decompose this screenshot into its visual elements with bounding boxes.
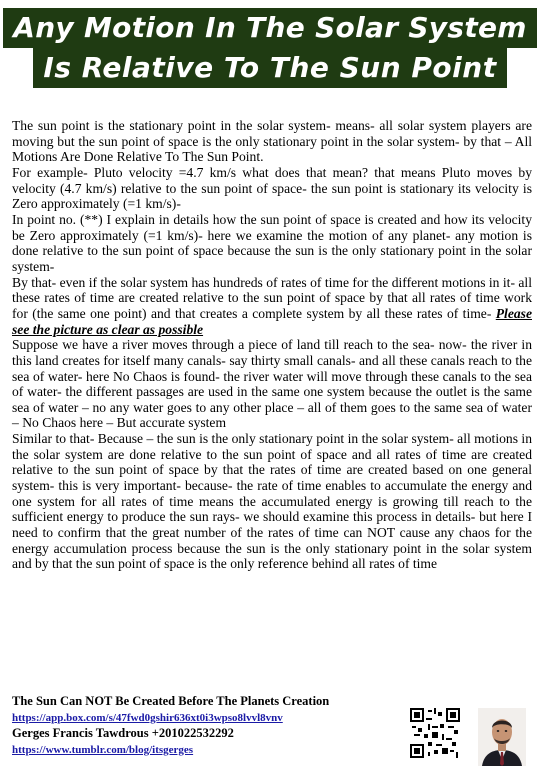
title-line-2: Is Relative To The Sun Point <box>33 48 506 88</box>
paragraph-2: For example- Pluto velocity =4.7 km/s what does that mean? that means Pluto moves by velocity (4.7 km/s) relative to the sun point of space- the sun point is stationary its velocity is Zero approximately (=1 km/s)- <box>12 164 532 212</box>
title-block <box>0 0 540 88</box>
paragraph-3: In point no. (**) I explain in details how the sun point of space is created and how its velocity be Zero approximately (=1 km/s)- here we examine the motion of any planet- any motion is done relative to the sun point of space because the sun is the only stationary point in the solar system- <box>12 211 532 274</box>
paragraph-1: The sun point is the stationary point in the solar system- means- all solar system players are moving but the sun point of space is the only stationary point in the solar system- by that – All Motions Are Done Relative To The Sun Point. <box>12 118 532 165</box>
book-title: The Sun Can NOT Be Created Before The Planets Creation <box>12 694 330 708</box>
article-body <box>12 118 532 572</box>
box-link[interactable]: https://app.box.com/s/47fwd0gshir636xt0i3wpso8lvvl8vnv <box>12 711 283 724</box>
paragraph-5: Suppose we have a river moves through a piece of land till reach to the sea- now- the river in this land creates for itself many canals- say thirty small canals- and all these canals reach to the sea of water- here No Chaos is found- the river water will move through these canals to the sea of water- the different passages are used in the same one system because the outlet is the same sea of water – no any water goes to any other place – all of them goes to the same sea of water – No Chaos here – But accurate system <box>12 337 532 431</box>
title-line-1: Any Motion In The Solar System <box>3 8 537 48</box>
author-name: Gerges Francis Tawdrous +201022532292 <box>12 726 234 740</box>
tumblr-link[interactable]: https://www.tumblr.com/blog/itsgerges <box>12 743 194 756</box>
paragraph-6: Similar to that- Because – the sun is the only stationary point in the solar system- all motions in the solar system are done relative to the sun point of space and all rates of time are created relative to the sun point of space by that the rates of time are created based on one general system- this is very important- because- the rate of time enables to accumulate the energy and one system for all rates of time means the accumulated energy is growing till reach to the sufficient energy to produce the sun rays- we should examine this process in details- but here I need to confirm that the great number of the rates of time can NOT cause any chaos for the energy accumulation process because the sun is the only stationary point in the solar system and by that the sun point of space is the only reference behind all rates of time <box>12 431 532 572</box>
qr-code-icon <box>410 708 460 758</box>
picture-note: Please see the picture as clear as possible <box>12 305 532 337</box>
paragraph-4 <box>12 275 532 338</box>
paragraph-4-text: By that- even if the solar system has hundreds of rates of time for the different motions in it- all these rates of time are created relative to the sun point of space by that all rates of time work for (the same one point) and that creates a complete system by all these rates of time- <box>12 274 532 321</box>
footer <box>12 694 329 758</box>
author-photo <box>478 708 526 766</box>
